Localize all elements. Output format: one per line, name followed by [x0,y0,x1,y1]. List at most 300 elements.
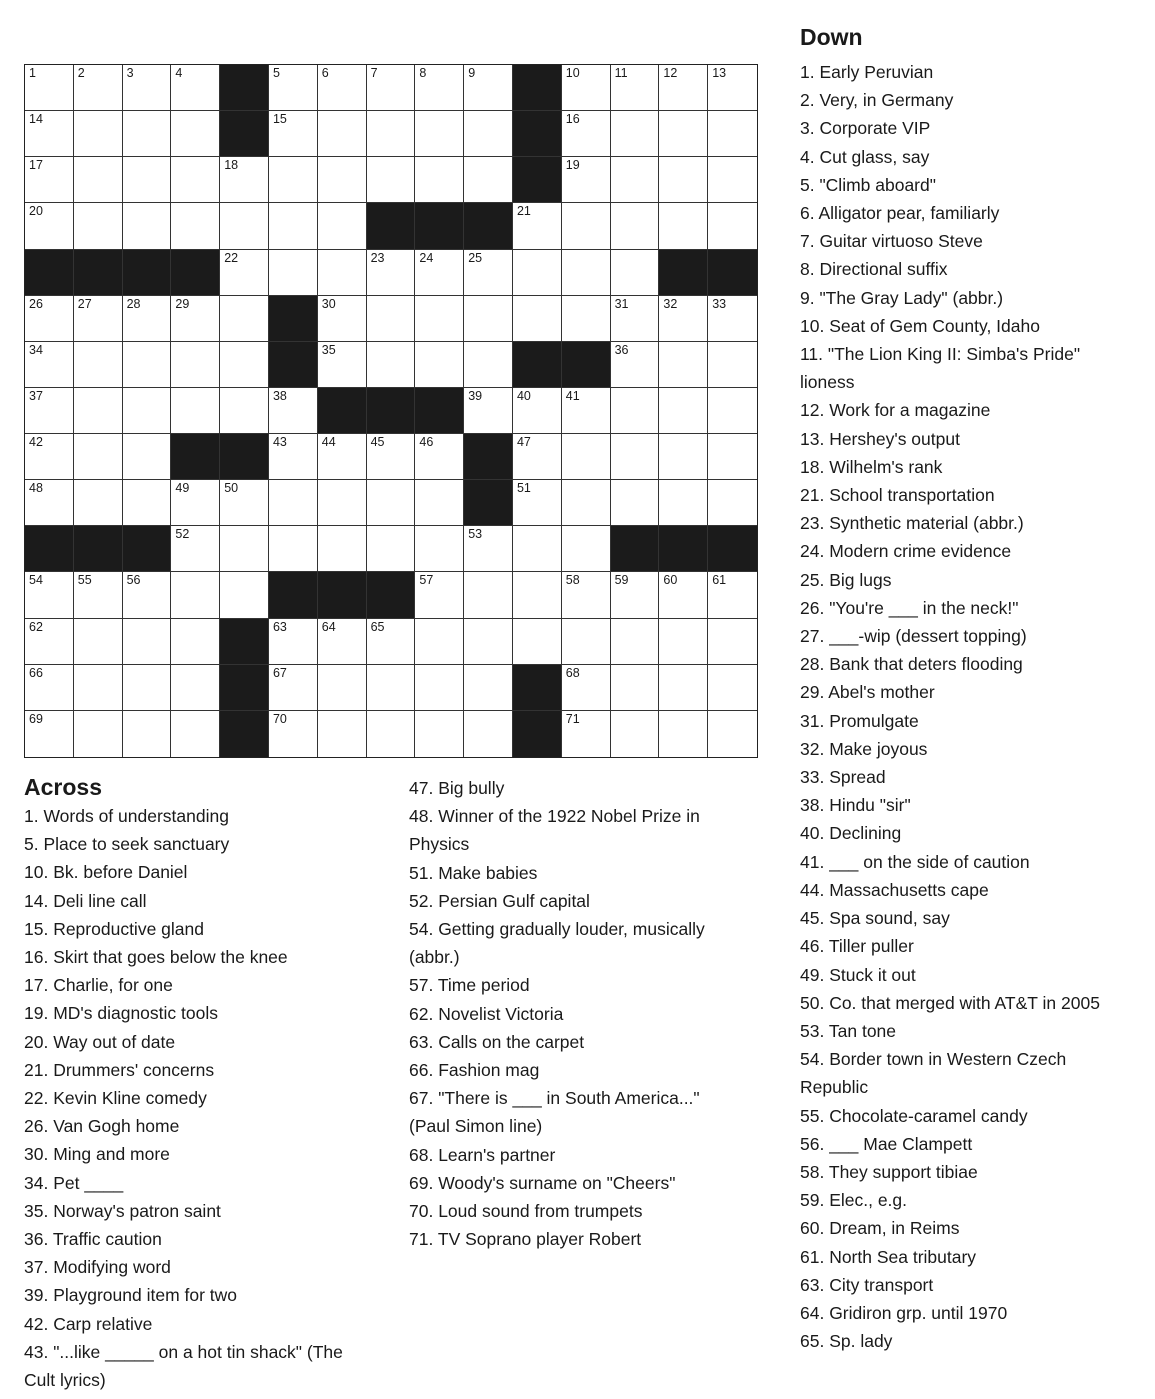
grid-cell[interactable] [611,157,660,203]
grid-cell[interactable] [220,526,269,572]
clue-number: 57 [419,573,434,588]
grid-cell[interactable] [415,65,464,111]
clue-item: 10. Seat of Gem County, Idaho [800,315,1040,336]
grid-cell[interactable] [415,480,464,526]
clue-item: 32. Make joyous [800,738,928,759]
clue-number: 62 [29,619,43,634]
grid-cell[interactable] [269,434,318,480]
grid-cell[interactable] [659,388,708,434]
grid-cell[interactable] [74,296,123,342]
grid-cell[interactable] [513,572,562,618]
grid-cell[interactable] [367,434,416,480]
grid-cell[interactable] [415,342,464,388]
clue-number: 21 [516,204,531,219]
grid-cell[interactable] [464,526,513,572]
grid-cell[interactable] [513,296,562,342]
clue-number: 38 [272,388,287,403]
grid-cell[interactable] [513,250,562,296]
clue-number: 17 [29,158,43,173]
grid-cell[interactable] [220,250,269,296]
grid-cell[interactable] [123,665,172,711]
grid-cell[interactable] [171,157,220,203]
grid-cell[interactable] [367,157,416,203]
grid-cell[interactable] [562,203,611,249]
clue-item: 37. Modifying word [24,1257,171,1278]
clue-number: 5 [272,66,280,80]
grid-cell[interactable] [123,572,172,618]
grid-cell[interactable] [562,111,611,157]
grid-cell[interactable] [464,65,513,111]
grid-cell[interactable] [367,711,416,757]
clue-item: 59. Elec., e.g. [800,1190,908,1211]
grid-cell[interactable] [562,157,611,203]
clue-item: 15. Reproductive gland [24,918,204,939]
black-square [220,711,269,757]
grid-cell[interactable] [708,619,757,665]
grid-cell[interactable] [318,434,367,480]
black-square [708,250,757,296]
clue-number: 51 [516,481,531,496]
grid-cell[interactable] [220,157,269,203]
clue-number: 11 [614,66,628,80]
clue-item: 49. Stuck it out [800,964,916,985]
grid-cell[interactable] [171,203,220,249]
clue-item: 3. Corporate VIP [800,118,931,139]
grid-cell[interactable] [562,711,611,757]
grid-cell[interactable] [269,526,318,572]
grid-cell[interactable] [708,388,757,434]
clue-number: 41 [565,388,580,403]
grid-cell[interactable] [659,342,708,388]
grid-cell[interactable] [74,665,123,711]
clue-number: 49 [175,481,190,496]
grid-cell[interactable] [415,619,464,665]
grid-cell[interactable] [171,65,220,111]
black-square [74,250,123,296]
grid-cell[interactable] [269,203,318,249]
black-square [659,250,708,296]
grid-cell[interactable] [562,526,611,572]
grid-cell[interactable] [220,342,269,388]
clue-item: 2. Very, in Germany [800,90,954,111]
grid-cell[interactable] [659,65,708,111]
grid-cell[interactable] [123,157,172,203]
grid-cell[interactable] [415,157,464,203]
across-clue-list-left [24,802,343,1394]
grid-cell[interactable] [25,572,74,618]
grid-cell[interactable] [611,665,660,711]
grid-cell[interactable] [464,296,513,342]
grid-cell[interactable] [74,572,123,618]
grid-cell[interactable] [171,572,220,618]
clue-number: 67 [272,665,287,680]
grid-cell[interactable] [318,111,367,157]
grid-cell[interactable] [318,711,367,757]
grid-cell[interactable] [659,480,708,526]
grid-cell[interactable] [171,388,220,434]
grid-cell[interactable] [562,480,611,526]
grid-cell[interactable] [415,572,464,618]
clue-item: 44. Massachusetts cape [800,879,989,900]
grid-cell[interactable] [611,388,660,434]
grid-cell[interactable] [367,665,416,711]
grid-cell[interactable] [513,619,562,665]
clue-item: 48. Winner of the 1922 Nobel Prize in [409,806,700,827]
clue-item: 46. Tiller puller [800,936,914,957]
grid-cell[interactable] [318,65,367,111]
black-square [123,526,172,572]
grid-cell[interactable] [464,157,513,203]
grid-cell[interactable] [415,711,464,757]
black-square [513,65,562,111]
black-square [659,526,708,572]
clue-number: 24 [419,250,434,265]
grid-cell[interactable] [171,526,220,572]
grid-cell[interactable] [123,619,172,665]
grid-cell[interactable] [367,250,416,296]
grid-cell[interactable] [220,296,269,342]
grid-cell[interactable] [659,111,708,157]
grid-cell[interactable] [367,65,416,111]
grid-cell[interactable] [269,480,318,526]
clue-item: 31. Promulgate [800,710,919,731]
grid-cell[interactable] [464,111,513,157]
grid-cell[interactable] [708,480,757,526]
grid-cell[interactable] [269,157,318,203]
grid-cell[interactable] [415,526,464,572]
clue-number: 43 [272,435,287,450]
grid-cell[interactable] [123,203,172,249]
grid-cell[interactable] [220,480,269,526]
clue-number: 66 [29,665,43,680]
clue-number: 33 [712,296,727,311]
grid-cell[interactable] [415,434,464,480]
grid-cell[interactable] [415,296,464,342]
grid-cell[interactable] [611,619,660,665]
grid-cell[interactable] [269,388,318,434]
clue-item: 23. Synthetic material (abbr.) [800,513,1024,534]
black-square [367,572,416,618]
grid-cell[interactable] [708,434,757,480]
clue-item: 1. Early Peruvian [800,62,934,82]
grid-cell[interactable] [659,572,708,618]
grid-cell[interactable] [611,296,660,342]
grid-cell[interactable] [562,250,611,296]
grid-cell[interactable] [513,526,562,572]
grid-cell[interactable] [562,665,611,711]
black-square [74,526,123,572]
grid-cell[interactable] [318,526,367,572]
grid-cell[interactable] [318,157,367,203]
grid-cell[interactable] [220,388,269,434]
clue-number: 19 [565,158,580,173]
grid-cell[interactable] [171,342,220,388]
clue-number: 61 [712,573,727,588]
grid-cell[interactable] [25,157,74,203]
grid-cell[interactable] [513,388,562,434]
grid-cell[interactable] [74,65,123,111]
grid-cell[interactable] [74,711,123,757]
clue-number: 7 [370,66,378,80]
clue-number: 20 [29,204,43,219]
black-square [25,250,74,296]
clue-number: 31 [614,296,629,311]
clue-number: 2 [77,66,85,80]
grid-cell[interactable] [464,711,513,757]
black-square [708,526,757,572]
clue-item: 63. Calls on the carpet [409,1031,585,1052]
grid-cell[interactable] [123,388,172,434]
clue-item: 14. Deli line call [24,890,147,911]
grid-cell[interactable] [171,480,220,526]
clue-item: 39. Playground item for two [24,1285,238,1306]
clue-item: 67. "There is ___ in South America..." [409,1088,700,1109]
clue-item: 47. Big bully [409,778,505,798]
grid-cell[interactable] [708,111,757,157]
clue-item: 4. Cut glass, say [800,146,930,167]
clue-number: 68 [565,665,580,680]
clue-item: 45. Spa sound, say [800,908,950,929]
clue-item: 56. ___ Mae Clampett [800,1133,973,1154]
grid-cell[interactable] [367,296,416,342]
grid-cell[interactable] [25,711,74,757]
clue-number: 60 [663,573,678,588]
grid-cell[interactable] [171,296,220,342]
grid-cell[interactable] [513,203,562,249]
clue-number: 44 [321,435,336,450]
black-square [464,434,513,480]
black-square [513,111,562,157]
grid-cell[interactable] [25,111,74,157]
grid-cell[interactable] [318,665,367,711]
grid-cell[interactable] [611,203,660,249]
clue-number: 48 [29,481,43,496]
clue-item: 19. MD's diagnostic tools [24,1003,218,1024]
clue-item: 70. Loud sound from trumpets [409,1201,643,1222]
clue-number: 15 [272,112,287,127]
clue-number: 26 [29,296,43,311]
grid-cell[interactable] [318,342,367,388]
grid-cell[interactable] [123,111,172,157]
grid-cell[interactable] [708,203,757,249]
grid-cell[interactable] [171,111,220,157]
clue-item: 5. "Climb aboard" [800,174,936,195]
grid-cell[interactable] [367,619,416,665]
grid-cell[interactable] [464,619,513,665]
grid-cell[interactable] [74,157,123,203]
clue-item: 71. TV Soprano player Robert [409,1229,642,1250]
grid-cell[interactable] [708,572,757,618]
grid-cell[interactable] [74,388,123,434]
grid-cell[interactable] [25,203,74,249]
clue-item: 5. Place to seek sanctuary [24,834,230,855]
black-square [513,711,562,757]
grid-cell[interactable] [659,619,708,665]
grid-cell[interactable] [708,296,757,342]
grid-cell[interactable] [123,434,172,480]
clue-number: 13 [712,66,727,80]
clue-number: 28 [126,296,141,311]
clue-item: 18. Wilhelm's rank [800,456,943,477]
grid-cell[interactable] [123,480,172,526]
grid-cell[interactable] [318,296,367,342]
clue-item: 21. Drummers' concerns [24,1059,215,1080]
grid-cell[interactable] [464,250,513,296]
clue-number: 10 [565,66,580,80]
grid-cell[interactable] [171,711,220,757]
grid-cell[interactable] [611,572,660,618]
grid-cell[interactable] [318,203,367,249]
grid-cell[interactable] [708,157,757,203]
clue-item: (abbr.) [409,947,460,968]
clue-number: 3 [126,66,134,80]
grid-cell[interactable] [318,619,367,665]
grid-cell[interactable] [562,296,611,342]
grid-cell[interactable] [611,711,660,757]
grid-cell[interactable] [74,203,123,249]
grid-cell[interactable] [123,296,172,342]
grid-cell[interactable] [659,434,708,480]
grid-cell[interactable] [123,65,172,111]
clue-item: 57. Time period [409,975,530,996]
grid-cell[interactable] [269,619,318,665]
black-square [513,665,562,711]
clue-item: Cult lyrics) [24,1370,106,1391]
grid-cell[interactable] [659,203,708,249]
black-square [269,296,318,342]
black-square [220,665,269,711]
clue-item: 65. Sp. lady [800,1331,893,1352]
grid-cell[interactable] [562,619,611,665]
grid-cell[interactable] [659,157,708,203]
grid-cell[interactable] [562,572,611,618]
clue-item: 35. Norway's patron saint [24,1200,221,1221]
grid-cell[interactable] [25,342,74,388]
black-square [123,250,172,296]
grid-cell[interactable] [562,434,611,480]
clue-number: 65 [370,619,385,634]
grid-cell[interactable] [708,665,757,711]
clue-item: 34. Pet ____ [24,1172,124,1193]
black-square [220,111,269,157]
grid-cell[interactable] [74,619,123,665]
grid-cell[interactable] [708,711,757,757]
black-square [367,388,416,434]
black-square [220,619,269,665]
clue-item: lioness [800,372,855,393]
clue-number: 63 [272,619,287,634]
clue-number: 45 [370,435,385,450]
grid-cell[interactable] [25,65,74,111]
grid-cell[interactable] [74,111,123,157]
grid-cell[interactable] [25,434,74,480]
grid-cell[interactable] [611,342,660,388]
grid-cell[interactable] [269,111,318,157]
grid-cell[interactable] [25,665,74,711]
grid-cell[interactable] [171,665,220,711]
clue-number: 59 [614,573,629,588]
grid-cell[interactable] [513,480,562,526]
grid-cell[interactable] [562,388,611,434]
clue-item: 1. Words of understanding [24,806,229,826]
grid-cell[interactable] [464,388,513,434]
clue-number: 9 [468,66,476,80]
black-square [513,342,562,388]
grid-cell[interactable] [171,619,220,665]
clue-item: 16. Skirt that goes below the knee [24,947,288,968]
clue-number: 22 [224,250,239,265]
grid-cell[interactable] [464,665,513,711]
grid-cell[interactable] [708,65,757,111]
grid-cell[interactable] [611,480,660,526]
grid-cell[interactable] [220,203,269,249]
grid-cell[interactable] [611,111,660,157]
black-square [611,526,660,572]
clue-number: 36 [614,342,629,357]
grid-cell[interactable] [464,572,513,618]
grid-cell[interactable] [415,250,464,296]
clue-item: 41. ___ on the side of caution [800,851,1030,872]
clue-number: 46 [419,435,434,450]
grid-cell[interactable] [659,296,708,342]
grid-cell[interactable] [415,111,464,157]
grid-cell[interactable] [74,342,123,388]
clue-item: 63. City transport [800,1274,934,1295]
clue-item: 62. Novelist Victoria [409,1003,564,1024]
grid-cell[interactable] [269,250,318,296]
black-square [220,434,269,480]
grid-cell[interactable] [123,342,172,388]
grid-cell[interactable] [464,342,513,388]
grid-cell[interactable] [611,434,660,480]
grid-cell[interactable] [269,711,318,757]
grid-cell[interactable] [367,342,416,388]
grid-cell[interactable] [269,65,318,111]
grid-cell[interactable] [367,526,416,572]
grid-cell[interactable] [25,480,74,526]
grid-cell[interactable] [562,65,611,111]
grid-cell[interactable] [25,388,74,434]
black-square [269,342,318,388]
black-square [367,203,416,249]
grid-cell[interactable] [708,342,757,388]
grid-cell[interactable] [220,572,269,618]
clue-number: 27 [77,296,92,311]
clue-item: 9. "The Gray Lady" (abbr.) [800,287,1004,308]
clue-number: 47 [516,435,531,450]
grid-cell[interactable] [611,65,660,111]
grid-cell[interactable] [367,111,416,157]
grid-cell[interactable] [367,480,416,526]
grid-cell[interactable] [74,434,123,480]
grid-cell[interactable] [659,665,708,711]
black-square [25,526,74,572]
clue-item: 26. "You're ___ in the neck!" [800,597,1019,618]
grid-cell[interactable] [25,619,74,665]
clue-item: 20. Way out of date [24,1031,176,1052]
grid-cell[interactable] [659,711,708,757]
clue-number: 58 [565,573,580,588]
grid-cell[interactable] [611,250,660,296]
grid-cell[interactable] [318,480,367,526]
grid-cell[interactable] [25,296,74,342]
grid-cell[interactable] [318,250,367,296]
grid-cell[interactable] [269,665,318,711]
grid-cell[interactable] [74,480,123,526]
grid-cell[interactable] [123,711,172,757]
grid-cell[interactable] [415,665,464,711]
grid-cell[interactable] [513,434,562,480]
